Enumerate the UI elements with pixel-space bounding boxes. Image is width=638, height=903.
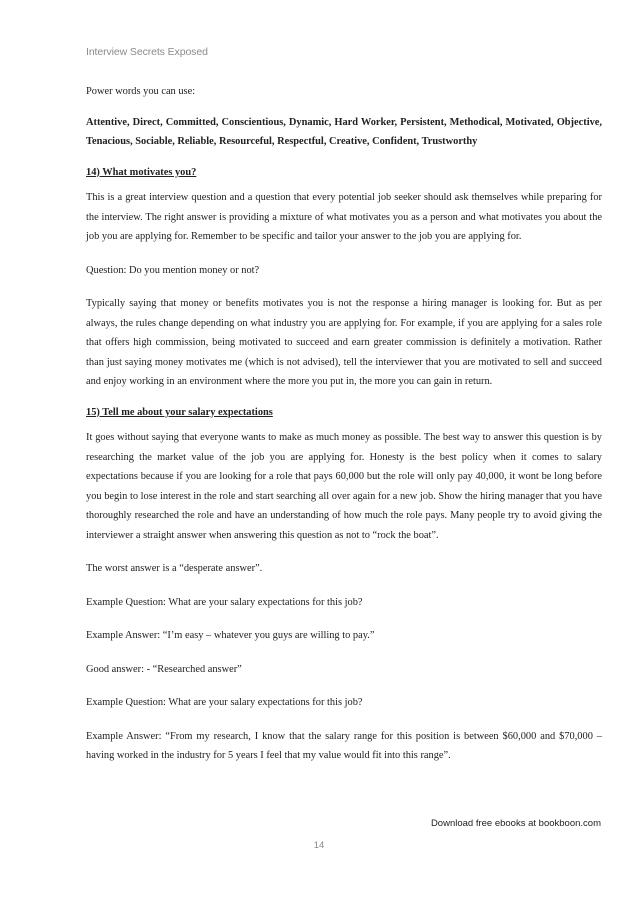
power-words-intro: Power words you can use: [86,86,196,97]
section-heading-q15: 15) Tell me about your salary expectations [86,406,273,418]
running-header: Interview Secrets Exposed [86,46,208,58]
worst-answer-line: The worst answer is a “desperate answer”. [86,563,263,574]
power-words-list: Attentive, Direct, Committed, Conscientious, Dynamic, Hard Worker, Persistent, Methodical, Motivated, Objective, Tenacious, Sociable, Reliable, Resourceful, Respectful, Creative, Confident, Trustworthy [86,116,602,147]
example-answer-2: Example Answer: “From my research, I know that the salary range for this position is between $60,000 and $70,000 – having worked in the industry for 5 years I feel that my value would fit into this range”. [86,730,602,761]
q14-paragraph-2: Typically saying that money or benefits motivates you is not the response a hiring manager is looking for. But as per always, the rules change depending on what industry you are applying for. For example, if you are applying for a sales role that offers high commission, being motivated to succeed and earn greater commission is definitely a motivation. Rather than just saying money motivates me (which is not advised), tell the interviewer that you are motivated to sell and succeed and enjoy working in an environment where the more you put in, the more you can gain in return. [86,298,602,387]
page-number: 14 [313,840,325,851]
q15-paragraph-1: It goes without saying that everyone wants to make as much money as possible. The best way to answer this question is by researching the market value of the job you are applying for. Honesty is the best policy when it comes to salary expectations because if you are looking for a role that pays 60,000 but the role will only pay 40,000, it wont be long before you begin to lose interest in the role and start searching all over again for a new job. Show the hiring manager that you have thoroughly researched the role and have an understanding of how much the role pays. Many people try to avoid giving the interviewer a straight answer when answering this question as not to “rock the boat”. [86,432,602,541]
example-question-1: Example Question: What are your salary expectations for this job? [86,596,363,608]
q14-paragraph-1: This is a great interview question and a question that every potential job seeker should ask themselves while preparing for the interview. The right answer is providing a mixture of what motivates you as a person and what motivates you about the job you are applying for. Remember to be specific and tailor your answer to the job you are applying for. [86,192,602,242]
section-heading-q14: 14) What motivates you? [86,166,197,178]
example-question-2: Example Question: What are your salary expectations for this job? [86,697,363,708]
q14-question: Question: Do you mention money or not? [86,264,260,276]
download-ebooks-link[interactable]: Download free ebooks at bookboon.com [430,818,601,829]
page-body [86,82,602,766]
example-answer-1: Example Answer: “I’m easy – whatever you guys are willing to pay.” [86,630,375,641]
good-answer-line: Good answer: - “Researched answer” [86,663,242,675]
